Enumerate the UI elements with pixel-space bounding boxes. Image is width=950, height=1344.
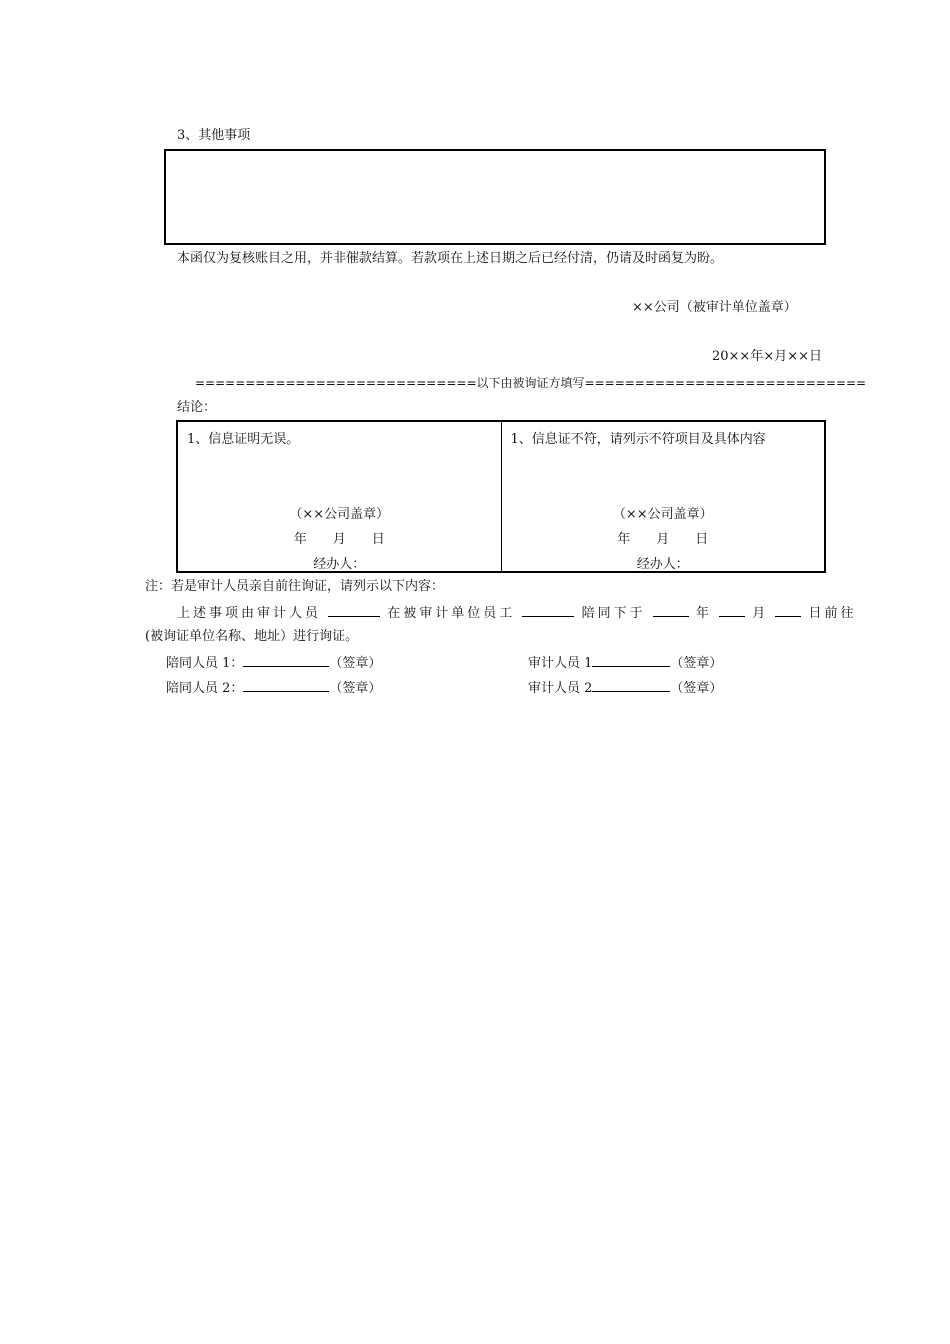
confirm-date: 年 月 日 — [293, 532, 385, 547]
confirm-seal: （××公司盖章） — [289, 507, 390, 522]
auditor-name-blank[interactable] — [328, 604, 380, 617]
dispute-text: 1、信息证不符，请列示不符项目及具体内容 — [510, 432, 766, 447]
confirm-handler: 经办人： — [313, 557, 366, 572]
companion2-row — [166, 679, 381, 697]
note-line2: (被询证单位名称、地址）进行询证。 — [145, 629, 359, 644]
auditor2-sign-blank[interactable] — [592, 679, 670, 692]
note-line1 — [177, 604, 857, 622]
notice-text: 本函仅为复核账目之用，并非催款结算。若款项在上述日期之后已经付清，仍请及时函复为盼。 — [177, 251, 724, 266]
note-line1-part1: 上述事项由审计人员 — [177, 606, 322, 621]
auditor2-sign-label: （签章） — [670, 681, 723, 696]
note-line1-part4: 年 — [695, 606, 712, 621]
note-line1-part2: 在被审计单位员工 — [387, 606, 516, 621]
auditor1-sign-label: （签章） — [670, 656, 723, 671]
dispute-handler: 经办人： — [636, 557, 689, 572]
companion2-sign-blank[interactable] — [243, 679, 329, 692]
section3-heading: 3、其他事项 — [177, 128, 251, 143]
divider-line: ============================以下由被询证方填写============================ — [195, 376, 867, 390]
note-line1-part6: 日前往 — [808, 606, 857, 621]
year-blank[interactable] — [653, 604, 689, 617]
companion2-label: 陪同人员 2： — [166, 681, 244, 696]
companion1-sign-blank[interactable] — [243, 654, 329, 667]
conclusion-table — [176, 420, 826, 573]
employee-name-blank[interactable] — [522, 604, 574, 617]
other-matters-box[interactable] — [164, 149, 826, 245]
companion1-label: 陪同人员 1： — [166, 656, 244, 671]
auditor1-row — [528, 654, 722, 672]
auditor1-sign-blank[interactable] — [592, 654, 670, 667]
company-seal-line: ××公司（被审计单位盖章） — [632, 300, 797, 315]
auditor2-row — [528, 679, 722, 697]
date-line: 20××年×月××日 — [712, 349, 823, 364]
confirm-text: 1、信息证明无误。 — [187, 432, 300, 447]
dispute-seal: （××公司盖章） — [612, 507, 713, 522]
companion1-row — [166, 654, 381, 672]
dispute-cell[interactable] — [502, 422, 825, 571]
companion2-sign-label: （签章） — [329, 681, 382, 696]
companion1-sign-label: （签章） — [329, 656, 382, 671]
confirm-cell[interactable] — [178, 422, 502, 571]
note-line1-part5: 月 — [752, 606, 769, 621]
note-intro: 注：若是审计人员亲自前往询证，请列示以下内容： — [145, 579, 445, 594]
dispute-date: 年 月 日 — [617, 532, 709, 547]
auditor2-label: 审计人员 2 — [528, 681, 593, 696]
auditor1-label: 审计人员 1 — [528, 656, 593, 671]
day-blank[interactable] — [775, 604, 801, 617]
conclusion-label: 结论： — [177, 400, 217, 415]
month-blank[interactable] — [719, 604, 745, 617]
note-line1-part3: 陪同下于 — [581, 606, 646, 621]
